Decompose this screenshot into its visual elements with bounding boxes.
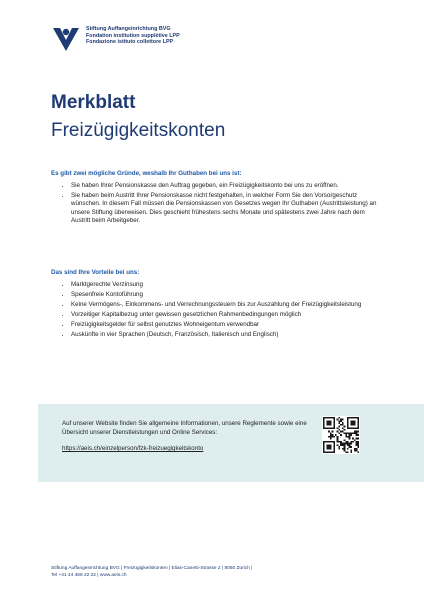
org-name-fr: Fondation institution supplétive LPP — [86, 32, 180, 39]
list-item: • Sie haben Ihrer Pensionskasse den Auftrag gegeben, ein Freizügigkeitskonto bei uns zu eröffnen. — [71, 182, 381, 190]
footer-line-1: Stiftung Auffangeinrichtung BVG | Freizügigkeitskonten | Elias-Canetti-Strasse 2 | 8050 Zürich | — [51, 566, 253, 571]
footer-line-2: Tel +41 44 468 22 22 | www.aeis.ch — [51, 573, 127, 578]
page-subtitle: Freizügigkeitskonten — [51, 120, 226, 141]
org-logo — [52, 26, 180, 52]
list-item: • Marktgerechte Verzinsung — [71, 281, 381, 289]
list-item: • Freizügigkeitsgelder für selbst genutztes Wohneigentum verwendbar — [71, 321, 381, 329]
list-item: • Sie haben beim Austritt Ihrer Pensionskasse nicht festgehalten, in welcher Form Sie den Vorsorgeschutz wünschen. In diesem Fall müssen die Pensionskassen von Gesetzes wegen Ihr Guthaben (Austrittsleistung) an unsere Stiftung überweisen. Dies geschieht frühestens sechs Monate und spätestens zwei Jahre nach dem Austritt beim Arbeitgeber. — [71, 192, 381, 226]
qr-code-graphic — [323, 417, 359, 453]
org-name-it: Fondazione istituto collettore LPP — [86, 39, 174, 46]
reasons-list — [51, 182, 381, 226]
page-title: Merkblatt — [51, 92, 136, 113]
footer — [51, 565, 252, 579]
reasons-section — [51, 170, 381, 227]
list-item: • Spesenfreie Kontoführung — [71, 291, 381, 299]
advantages-section — [51, 269, 381, 340]
reasons-heading: Es gibt zwei mögliche Gründe, weshalb Ihr Guthaben bei uns ist: — [51, 170, 242, 177]
list-item: • Vorzeitiger Kapitalbezug unter gewissen gesetzlichen Rahmenbedingungen möglich — [71, 311, 381, 319]
info-box — [38, 404, 424, 482]
info-text: Auf unserer Website finden Sie allgemeine Informationen, unsere Reglemente sowie eine Übersicht unserer Dienstleistungen und Online Services: — [62, 420, 307, 436]
advantages-list — [51, 281, 381, 339]
org-names — [86, 26, 180, 46]
list-item: • Keine Vermögens-, Einkommens- und Verrechnungssteuern bis zur Auszahlung der Freizügigkeitsleistung — [71, 301, 381, 309]
list-item: • Auskünfte in vier Sprachen (Deutsch, Französisch, Italienisch und Englisch) — [71, 331, 381, 339]
advantages-heading: Das sind Ihre Vorteile bei uns: — [51, 269, 140, 276]
logo-mark-icon — [52, 26, 80, 52]
website-link[interactable]: https://aeis.ch/einzelperson/fzk-freizuegigkeitskonto — [62, 445, 204, 452]
qr-code-icon[interactable] — [322, 416, 360, 454]
org-name-de: Stiftung Auffangeinrichtung BVG — [86, 26, 171, 32]
